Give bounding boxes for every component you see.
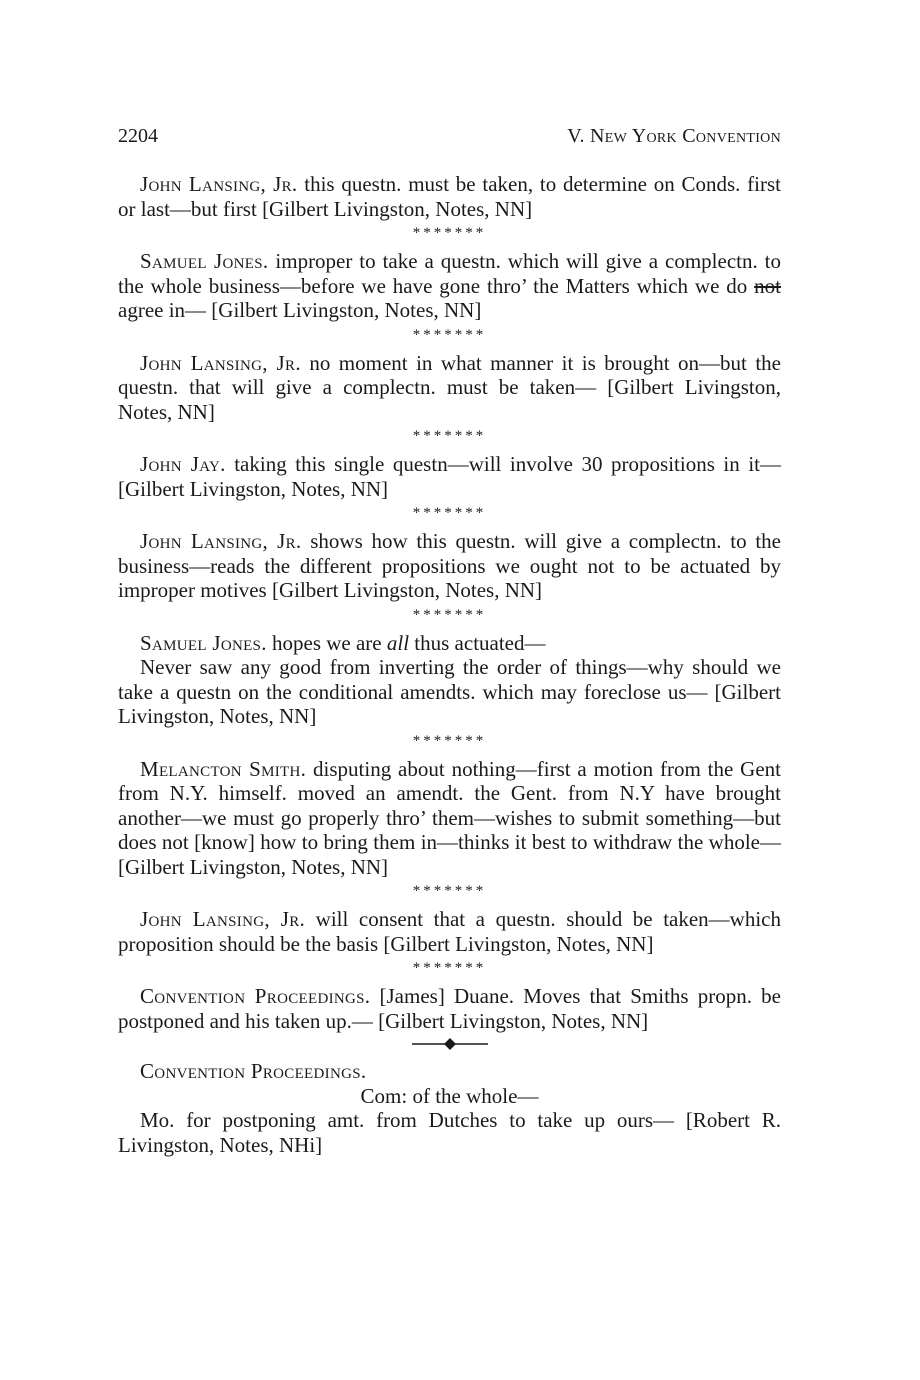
page-number: 2204 bbox=[118, 125, 158, 147]
speaker-name: John Jay. bbox=[140, 452, 226, 476]
entry-6-continuation: Never saw any good from inverting the order of things—why should we take a questn on the conditional amendts. which may foreclose us— [Gilbert Livingston, Notes, NN] bbox=[118, 655, 781, 728]
entry-text: agree in— [Gilbert Livingston, Notes, NN] bbox=[118, 298, 482, 322]
diamond-rule-icon bbox=[410, 1037, 490, 1051]
section-separator: ******* bbox=[412, 960, 487, 976]
entry-text: disputing about nothing—first a motion from the Gent from N.Y. himself. moved an amendt. the Gent. from N.Y have brought another—we must go properly thro’ them—wishes to submit something—but does not [know] how to bring them in—thinks it best to withdraw the whole— [Gilbert Livingston, Notes, NN] bbox=[118, 756, 782, 879]
entry-text: will consent that a questn. should be taken—which proposition should be the basis [Gilbert Livingston, Notes, NN] bbox=[118, 907, 781, 956]
entry-text: improper to take a questn. which will give a complectn. to the whole business—before we have gone thro’ the Matters which we do bbox=[118, 249, 782, 298]
section-separator: ******* bbox=[412, 428, 487, 444]
section-heading: Convention Proceedings. bbox=[140, 1059, 367, 1083]
italic-word: all bbox=[386, 630, 410, 655]
entry-2 bbox=[118, 249, 781, 323]
section-separator: ******* bbox=[412, 732, 487, 749]
entry-text: [James] Duane. Moves that Smiths propn. be postponed and his taken up.— [Gilbert Livingston, Notes, NN] bbox=[118, 984, 781, 1033]
entry-1 bbox=[118, 172, 781, 221]
speaker-name: John Lansing, Jr. bbox=[140, 350, 301, 375]
entry-7 bbox=[118, 757, 781, 880]
entry-5 bbox=[118, 529, 781, 603]
section-separator: ******* bbox=[412, 225, 487, 241]
entry-text: no moment in what manner it is brought on—but the questn. that will give a complectn. must be taken— [Gilbert Livingston, Notes, NN] bbox=[118, 350, 781, 424]
speaker-name: Samuel Jones. bbox=[140, 630, 267, 655]
speaker-name: Melancton Smith. bbox=[140, 756, 307, 781]
speaker-name: Samuel Jones. bbox=[140, 249, 269, 273]
entry-text: this questn. must be taken, to determine on Conds. first or last—but first [Gilbert Livingston, Notes, NN] bbox=[118, 172, 781, 221]
entry-9 bbox=[118, 984, 781, 1033]
entry-text: shows how this questn. will give a complectn. to the business—reads the different propositions we ought not to be actuated by improper motives [Gilbert Livingston, Notes, NN] bbox=[118, 529, 781, 602]
centered-line: Com: of the whole— bbox=[360, 1083, 539, 1108]
document-body bbox=[118, 172, 781, 1157]
entry-4 bbox=[118, 452, 781, 501]
section-separator: ******* bbox=[412, 606, 487, 623]
entry-text: thus actuated— bbox=[409, 630, 546, 655]
final-entry: Mo. for postponing amt. from Dutches to take up ours— [Robert R. Livingston, Notes, NHi] bbox=[118, 1108, 781, 1157]
speaker-name: Convention Proceedings. bbox=[140, 984, 371, 1008]
speaker-name: John Lansing, Jr. bbox=[140, 907, 306, 931]
struck-word: not bbox=[754, 273, 781, 298]
section-separator: ******* bbox=[412, 505, 487, 521]
speaker-name: John Lansing, Jr. bbox=[140, 172, 298, 196]
entry-6 bbox=[118, 631, 781, 656]
diamond-rule bbox=[118, 1037, 781, 1051]
entry-3 bbox=[118, 351, 781, 425]
section-separator: ******* bbox=[412, 883, 487, 899]
speaker-name: John Lansing, Jr. bbox=[140, 529, 302, 553]
entry-text: taking this single questn—will involve 30 propositions in it— [Gilbert Livingston, Notes, NN] bbox=[118, 452, 781, 501]
entry-8 bbox=[118, 907, 781, 956]
entry-text: hopes we are bbox=[266, 630, 387, 655]
running-title: V. New York Convention bbox=[567, 125, 781, 147]
running-head bbox=[118, 124, 781, 148]
final-heading bbox=[118, 1059, 781, 1084]
section-separator: ******* bbox=[412, 326, 487, 343]
